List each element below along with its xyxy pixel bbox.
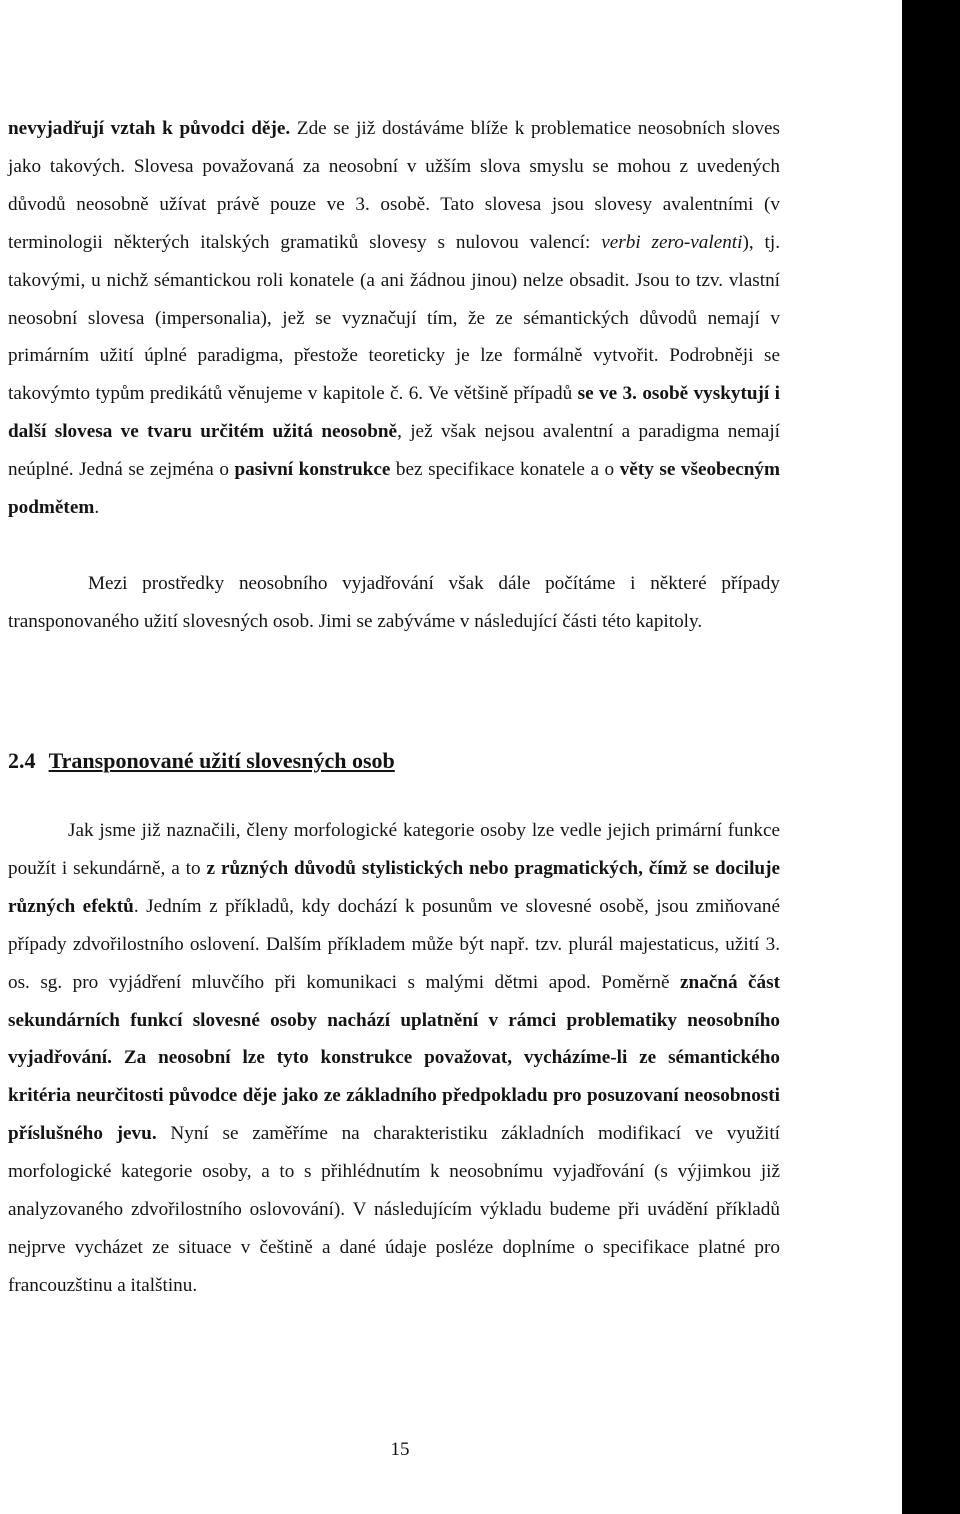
text-run: Jak jsme již naznačili, členy morfologické kategorie osoby lze vedle jejich primární funkce použít i sekundárně, a to (8, 820, 780, 879)
bold-text: se ve 3. osobě vyskytují i další slovesa ve tvaru určitém užitá neosobně (8, 383, 781, 443)
section-number: 2.4 (8, 748, 36, 773)
bold-text: nevyjadřují vztah k původci děje. (8, 118, 291, 139)
text-run: ), tj. takovými, u nichž sémantickou roli konatele (a ani žádnou jinou) nelze obsadit. Jsou to tzv. vlastní neosobní slovesa (impersonalia), jež se vyznačují tím, že ze sémantických důvodů nemají v primárním užití úplné paradigma, přestože teoreticky je lze formálně vytvořit. Podrobněji se takovýmto typům predikátů věnujeme v kapitole č. 6. Ve většině případů (8, 231, 780, 405)
text-run: . Jedním z příkladů, kdy dochází k posunům ve slovesné osobě, jsou zmiňované případy zdvořilostního oslovení. Dalším příkladem může být např. tzv. plurál majestaticus, užití 3. os. sg. pro vyjádření mluvčího při komunikaci s malými dětmi apod. Poměrně (8, 895, 780, 993)
body-paragraph (8, 565, 780, 641)
page-number: 15 (390, 1439, 410, 1460)
bold-text: značná část sekundárních funkcí slovesné osoby nachází uplatnění v rámci problematiky neosobního vyjadřování. Za neosobní lze tyto konstrukce považovat, vycházíme-li ze sémantického kritéria neurčitosti původce děje jako ze základního předpokladu pro posuzovaní neosobnosti příslušného jevu. (8, 971, 781, 1145)
bold-text: věty se všeobecným podmětem (8, 459, 781, 519)
text-run: Zde se již dostáváme blíže k problematice neosobních sloves jako takových. Slovesa považovaná za neosobní v užším slova smyslu se mohou z uvedených důvodů neosobně užívat právě pouze ve 3. osobě. Tato slovesa jsou slovesy avalentními (v terminologii některých italských gramatiků slovesy s nulovou valencí: (8, 118, 780, 253)
body-paragraph (8, 110, 780, 527)
text-run: . (94, 497, 100, 519)
italic-text: verbi zero-valenti (601, 231, 743, 253)
body-paragraph (8, 812, 780, 1305)
text-run: Mezi prostředky neosobního vyjadřování však dále počítáme i některé případy transponovaného užití slovesných osob. Jimi se zabýváme v následující části této kapitoly. (8, 573, 780, 632)
text-run: bez specifikace konatele a o (390, 459, 620, 481)
page-edge-bar (902, 0, 960, 1514)
text-run: , jež však nejsou avalentní a paradigma nemají neúplné. Jedná se zejména o (8, 421, 780, 481)
text-run: Nyní se zaměříme na charakteristiku základních modifikací ve využití morfologické kategorie osoby, a to s přihlédnutím k neosobnímu vyjadřování (s výjimkou již analyzovaného zdvořilostního oslovování). V následujícím výkladu budeme při uvádění příkladů nejprve vycházet ze situace v češtině a dané údaje posléze doplníme o specifikace platné pro francouzštinu a italštinu. (8, 1123, 780, 1296)
section-heading (8, 746, 395, 776)
bold-text: z různých důvodů stylistických nebo pragmatických, čímž se dociluje různých efektů (8, 857, 780, 917)
bold-text: pasivní konstrukce (234, 459, 391, 481)
section-title: Transponované užití slovesných osob (48, 748, 395, 773)
